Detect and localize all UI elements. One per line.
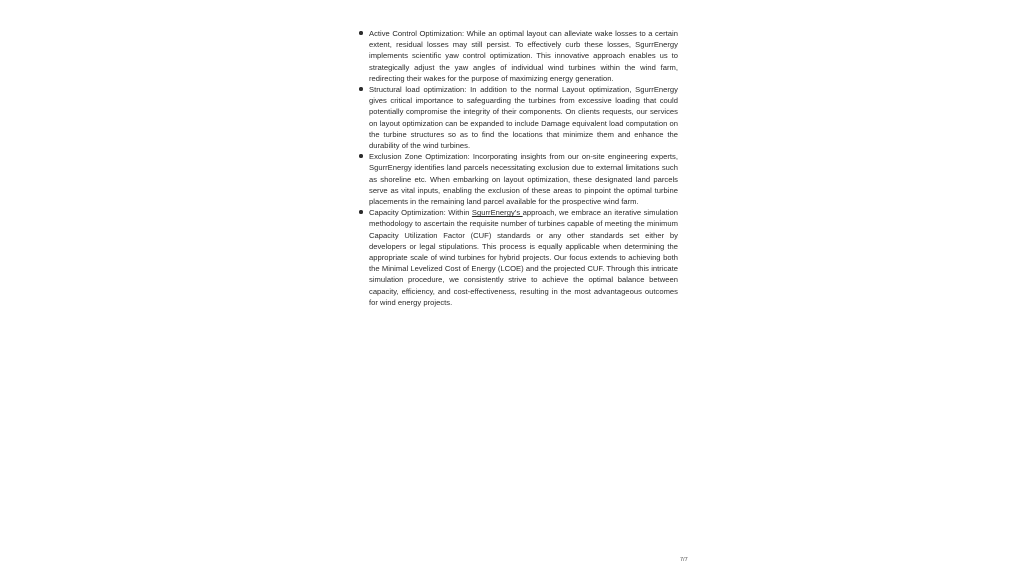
bullet-text: Exclusion Zone Optimization: Incorporating insights from our on-site engineering experts, SgurrEnergy identifies land parcels necessitating exclusion due to external limitations such as shoreline etc. When embarking on layout optimization, these designated land parcels serve as vital inputs, enabling the exclusion of these areas to pinpoint the optimal turbine placements in the remaining land parcel available for the prospective wind farm. — [369, 152, 678, 207]
bullet-dot-icon — [359, 154, 363, 158]
bullet-text-start: Capacity Optimization: Within — [369, 208, 472, 218]
bullet-text: Active Control Optimization: While an optimal layout can alleviate wake losses to a certain extent, residual losses may still persist. To effectively curb these losses, SgurrEnergy implements scientific yaw control optimization. This innovative approach enables us to strategically adjust the yaw angles of individual wind turbines within the wind farm, redirecting their wakes for the purpose of maximizing energy generation. — [369, 29, 678, 83]
bullet-dot-icon — [359, 31, 363, 35]
bullet-text: Structural load optimization: In addition to the normal Layout optimization, SgurrEnergy gives critical importance to safeguarding the turbines from excessive loading that could potentially compromise the integrity of their components. On clients requests, our services on layout optimization can be expanded to include Damage equivalent load computation on the turbine structures so as to find the locations that minimize them and enhance the durability of the wind turbines. — [369, 85, 678, 151]
bullet-text-end: approach, we embrace an iterative simulation methodology to ascertain the requisite number of turbines capable of meeting the minimum Capacity Utilization Factor (CUF) standards or any other standards set either by developers or legal stipulations. This process is equally applicable when determining the appropriate scale of wind turbines for hybrid projects. Our focus extends to achieving both the Minimal Levelized Cost of Energy (LCOE) and the projected CUF. Through this intricate simulation procedure, we consistently strive to achieve the optimal balance between capacity, efficiency, and cost-effectiveness, resulting in the most advantageous outcomes for wind energy projects. — [369, 208, 678, 307]
sgurrenergy-link[interactable]: SgurrEnergy’s — [471, 208, 523, 218]
bullet-list — [358, 28, 678, 308]
bullet-active-control — [358, 28, 678, 84]
bullet-capacity — [358, 207, 678, 308]
page-number: 7/7 — [680, 557, 688, 563]
bullet-exclusion-zone — [358, 151, 678, 207]
bullet-structural-load — [358, 84, 678, 151]
bullet-dot-icon — [359, 87, 363, 91]
bullet-dot-icon — [359, 210, 363, 214]
